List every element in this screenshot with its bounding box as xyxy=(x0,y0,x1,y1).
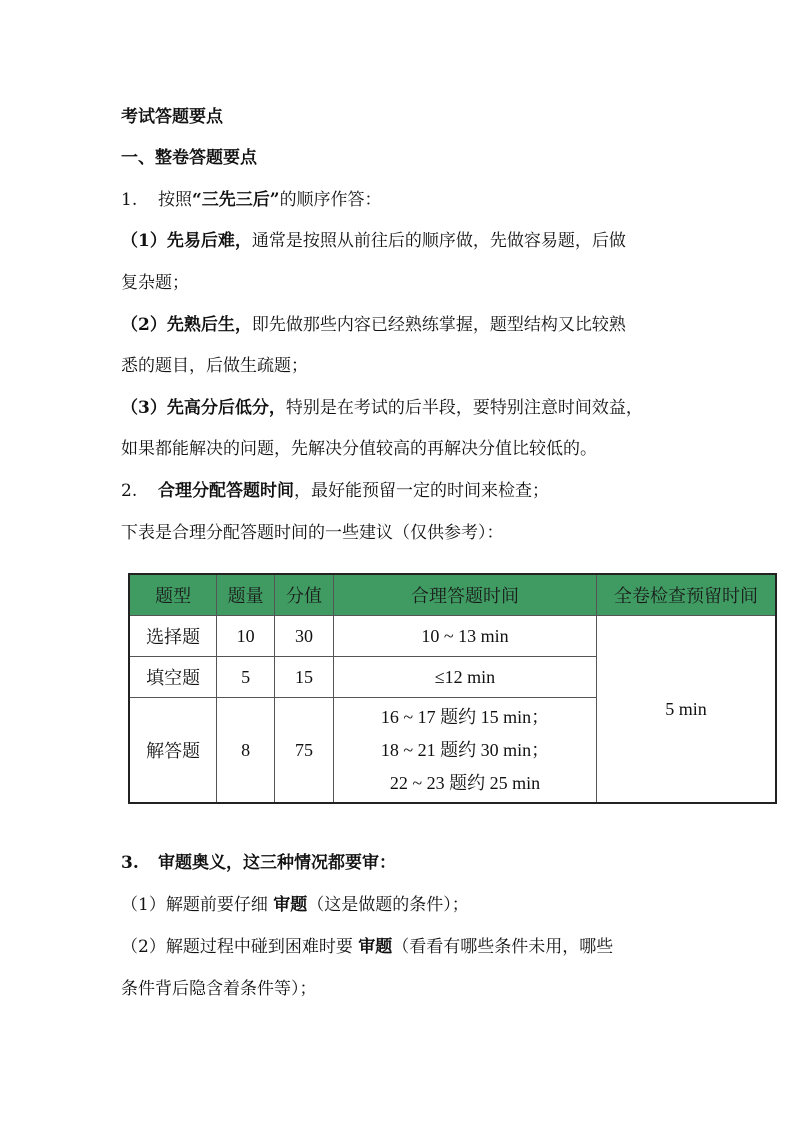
header-time: 合理答题时间 xyxy=(333,574,596,616)
item-2 xyxy=(121,479,549,503)
header-type: 题型 xyxy=(129,574,217,616)
paragraph-3-cont: 如果都能解决的问题，先解决分值较高的再解决分值比较低的。 xyxy=(121,439,597,459)
table-header-row xyxy=(129,574,776,616)
paragraph-1-cont: 复杂题； xyxy=(121,273,189,293)
item-bold: 合理分配答题时间 xyxy=(158,481,294,501)
table-intro: 下表是合理分配答题时间的一些建议（仅供参考）： xyxy=(121,523,504,543)
item-number: 3. xyxy=(121,853,139,873)
item-bold: 审题奥义，这三种情况都要审： xyxy=(158,853,396,873)
point-text: （这是做题的条件）； xyxy=(307,895,469,915)
paragraph-2-cont: 悉的题目，后做生疏题； xyxy=(121,356,308,376)
item-text: ，最好能预留一定的时间来检查； xyxy=(294,481,549,501)
cell-type: 解答题 xyxy=(129,698,217,804)
item-text: 的顺序作答： xyxy=(279,190,382,210)
review-point-2-cont: 条件背后隐含着条件等）； xyxy=(121,979,317,999)
time-allocation-table xyxy=(128,573,777,804)
header-count: 题量 xyxy=(217,574,275,616)
paragraph-text: 特别是在考试的后半段，要特别注意时间效益， xyxy=(285,398,643,418)
cell-time xyxy=(333,698,596,804)
point-bold: 审题 xyxy=(273,895,308,915)
point-bold: 审题 xyxy=(358,937,393,957)
item-text: 按照 xyxy=(158,190,192,210)
item-number: 2. xyxy=(121,481,138,501)
header-reserve: 全卷检查预留时间 xyxy=(597,574,776,616)
time-line: 22 ~ 23 题约 25 min xyxy=(389,772,541,793)
cell-score: 75 xyxy=(275,698,334,804)
point-text: （2）解题过程中碰到困难时要 xyxy=(121,937,359,957)
paragraph-text: 即先做那些内容已经熟练掌握，题型结构又比较熟 xyxy=(251,315,626,335)
header-score: 分值 xyxy=(275,574,334,616)
doc-title: 考试答题要点 xyxy=(121,107,223,127)
paragraph-3 xyxy=(121,396,643,420)
cell-score: 30 xyxy=(275,616,334,657)
cell-reserve: 5 min xyxy=(597,616,776,804)
time-line: 18 ~ 21 题约 30 min； xyxy=(380,739,550,760)
point-text: （1）解题前要仔细 xyxy=(121,895,274,915)
cell-count: 10 xyxy=(217,616,275,657)
item-number: 1. xyxy=(121,190,138,210)
review-point-2 xyxy=(121,935,613,959)
cell-count: 8 xyxy=(217,698,275,804)
table-row xyxy=(129,616,776,657)
paragraph-lead: （1）先易后难， xyxy=(121,231,252,251)
point-text: （看看有哪些条件未用，哪些 xyxy=(392,937,614,957)
paragraph-lead: （3）先高分后低分， xyxy=(121,398,286,418)
cell-count: 5 xyxy=(217,657,275,698)
time-line: 16 ~ 17 题约 15 min； xyxy=(380,706,550,727)
cell-type: 填空题 xyxy=(129,657,217,698)
item-bold: “三先三后” xyxy=(192,190,280,210)
cell-time: 10 ~ 13 min xyxy=(333,616,596,657)
cell-type: 选择题 xyxy=(129,616,217,657)
item-1 xyxy=(121,188,382,212)
item-3 xyxy=(121,851,396,875)
cell-time: ≤12 min xyxy=(333,657,596,698)
review-point-1 xyxy=(121,893,469,917)
cell-score: 15 xyxy=(275,657,334,698)
paragraph-text: 通常是按照从前往后的顺序做，先做容易题，后做 xyxy=(251,231,626,251)
section-heading: 一、整卷答题要点 xyxy=(121,148,257,168)
paragraph-lead: （2）先熟后生， xyxy=(121,315,252,335)
paragraph-2 xyxy=(121,313,626,337)
paragraph-1 xyxy=(121,229,626,253)
